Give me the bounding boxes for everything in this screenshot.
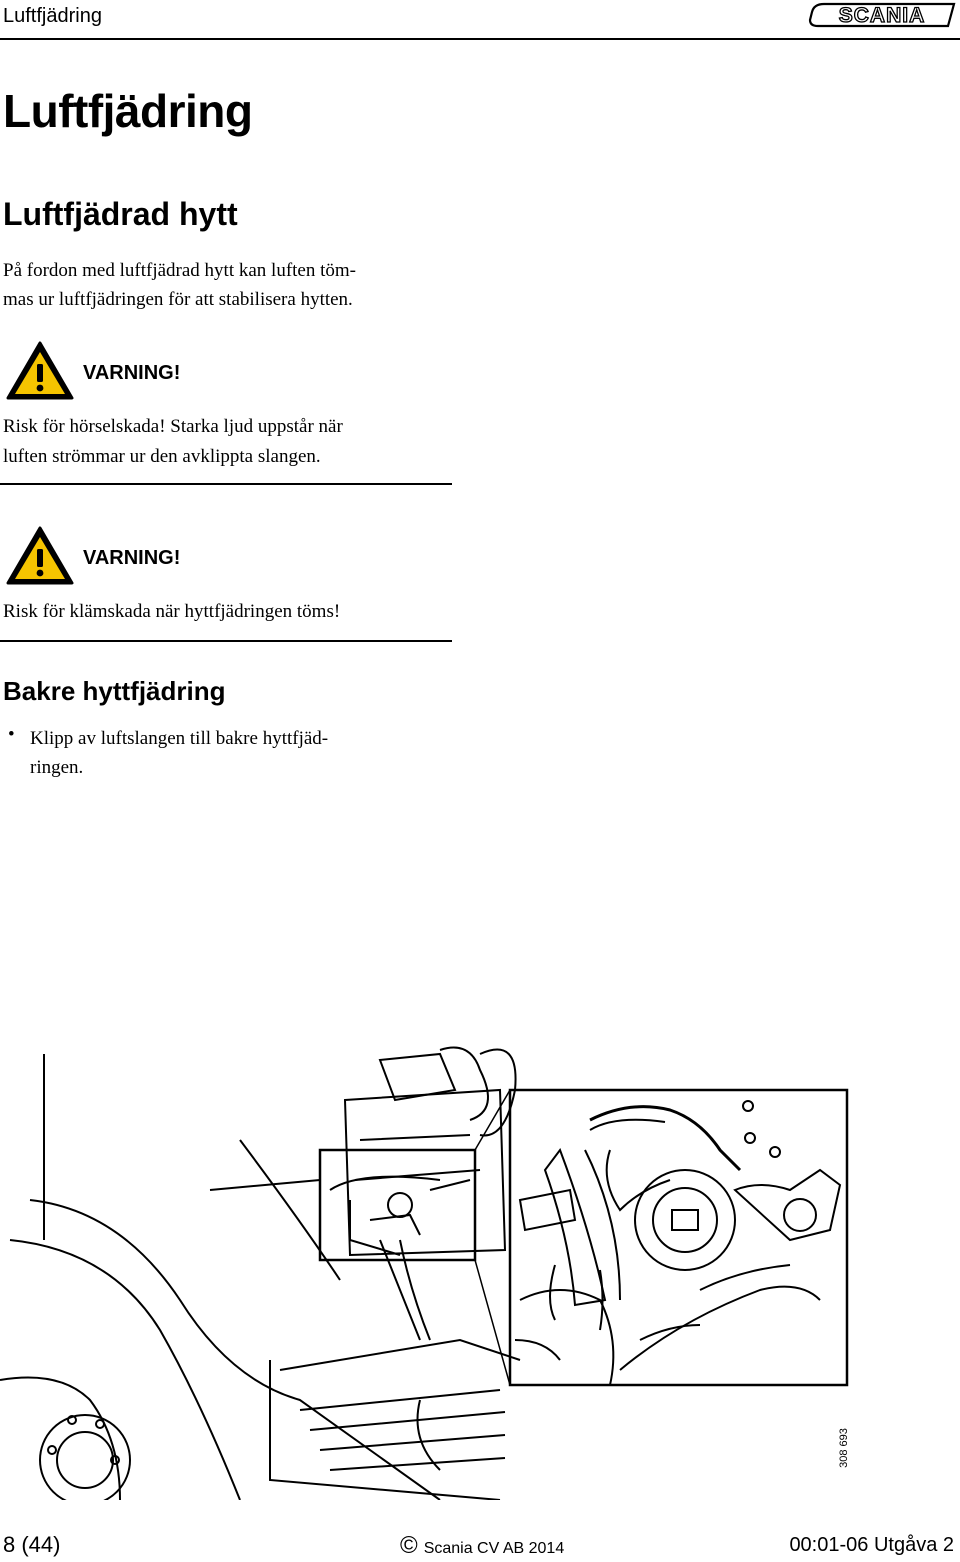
warning-triangle-icon xyxy=(5,340,75,401)
section-title: Luftfjädrad hytt xyxy=(3,196,238,232)
copyright-symbol: © xyxy=(400,1532,418,1559)
warning-line: Risk för klämskada när hyttfjädringen töms! xyxy=(3,601,341,622)
copyright-text: Scania CV AB 2014 xyxy=(423,1540,565,1557)
intro-line: På fordon med luftfjädrad hytt kan luften töm- xyxy=(3,260,356,281)
header-divider xyxy=(0,38,960,40)
header-title: Luftfjädring xyxy=(3,5,102,27)
bullet-line: ringen. xyxy=(30,757,84,778)
warning-text xyxy=(3,597,463,627)
bullet-line: Klipp av luftslangen till bakre hyttfjäd- xyxy=(30,728,329,749)
svg-text:SCANIA: SCANIA xyxy=(838,4,926,27)
warning-line: Risk för hörselskada! Starka ljud uppstår när xyxy=(3,416,343,437)
warning-divider xyxy=(0,483,452,485)
scania-logo xyxy=(808,0,956,30)
warning-triangle-icon xyxy=(5,525,75,586)
copyright xyxy=(400,1532,564,1560)
warning-divider xyxy=(0,640,452,642)
bullet-marker: • xyxy=(8,724,15,745)
warning-label: VARNING! xyxy=(83,547,181,569)
warning-line: luften strömmar ur den avklippta slangen. xyxy=(3,446,321,467)
warning-label: VARNING! xyxy=(83,362,181,384)
page-title: Luftfjädring xyxy=(3,85,253,137)
page-number: 8 (44) xyxy=(3,1532,61,1557)
document-version: 00:01-06 Utgåva 2 xyxy=(789,1534,954,1556)
subsection-title: Bakre hyttfjädring xyxy=(3,676,226,706)
intro-line: mas ur luftfjädringen för att stabilisera hytten. xyxy=(3,289,353,310)
illustration-cab-air-suspension xyxy=(0,1040,960,1500)
bullet-item xyxy=(30,724,450,782)
intro-paragraph xyxy=(3,256,463,314)
warning-text xyxy=(3,412,463,472)
figure-number: 308 693 xyxy=(838,1428,850,1468)
